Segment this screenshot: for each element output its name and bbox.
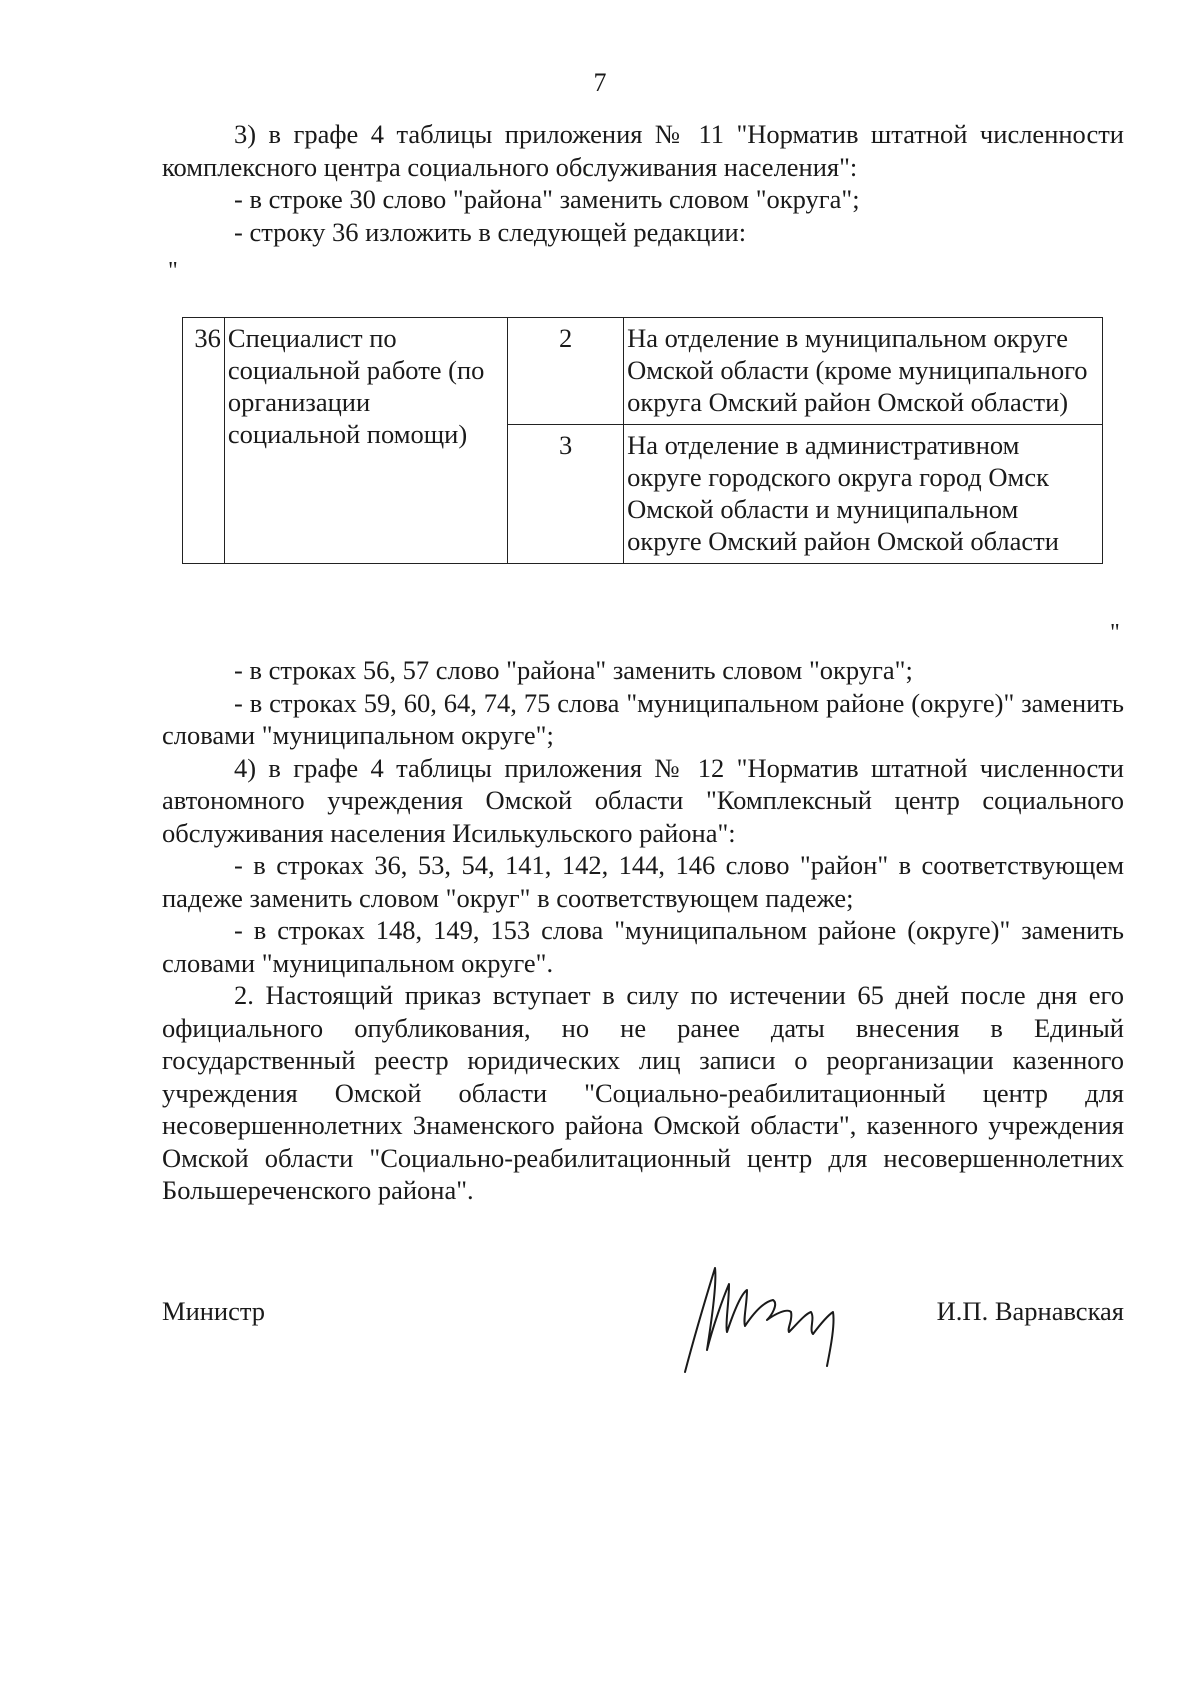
note-cell: На отделение в административном округе городского округа город Омск Омской области и муниципальном округе Омский район Омской области [624, 425, 1103, 564]
intro-line-row-36: - строку 36 изложить в следующей редакции: [234, 216, 747, 247]
quantity-cell: 2 [508, 318, 624, 425]
body-paragraph: - в строках 56, 57 слово "района" заменить словом "округа"; [234, 655, 913, 685]
table-row [183, 318, 1103, 425]
replacement-table [182, 317, 1103, 564]
body-paragraph: 2. Настоящий приказ вступает в силу по истечении 65 дней после дня его официального опубликования, но не ранее даты внесения в Единый государственный реестр юридических лиц записи о реорганизации казенного учреждения Омской области "Социально-реабилитационный центр для несовершеннолетних Знаменского района Омской области", казенного учреждения Омской области "Социально-реабилитационный центр для несовершеннолетних Большереченского района". [162, 980, 1124, 1205]
closing-quote-mark: " [1110, 620, 1120, 646]
signature-block [162, 1296, 1124, 1426]
body-paragraph: - в строках 59, 60, 64, 74, 75 слова "муниципальном районе (округе)" заменить словами "муниципальном округе"; [162, 687, 1124, 750]
signatory-name: И.П. Варнавская [936, 1296, 1124, 1326]
handwritten-signature-icon [667, 1254, 867, 1394]
row-number-cell: 36 [183, 318, 225, 564]
intro-section [162, 118, 1124, 248]
intro-paragraph-3: 3) в графе 4 таблицы приложения № 11 "Норматив штатной численности комплексного центра социального обслуживания населения": [162, 119, 1124, 182]
quantity-cell: 3 [508, 425, 624, 564]
body-paragraph: - в строках 36, 53, 54, 141, 142, 144, 146 слово "район" в соответствующем падеже заменить словом "округ" в соответствующем падеже; [162, 850, 1124, 913]
page-number: 7 [593, 68, 607, 97]
position-cell: Специалист по социальной работе (по организации социальной помощи) [224, 318, 507, 564]
note-cell: На отделение в муниципальном округе Омской области (кроме муниципального округа Омский район Омской области) [624, 318, 1103, 425]
body-paragraph: 4) в графе 4 таблицы приложения № 12 "Норматив штатной численности автономного учреждения Омской области "Комплексный центр социального обслуживания населения Исилькульского района": [162, 752, 1124, 848]
body-paragraph: - в строках 148, 149, 153 слова "муниципальном районе (округе)" заменить словами "муниципальном округе". [162, 915, 1124, 978]
opening-quote-mark: " [168, 258, 178, 284]
intro-line-row-30: - в строке 30 слово "района" заменить словом "округа"; [234, 184, 860, 214]
body-section [162, 654, 1124, 1207]
signatory-title: Министр [162, 1296, 266, 1326]
